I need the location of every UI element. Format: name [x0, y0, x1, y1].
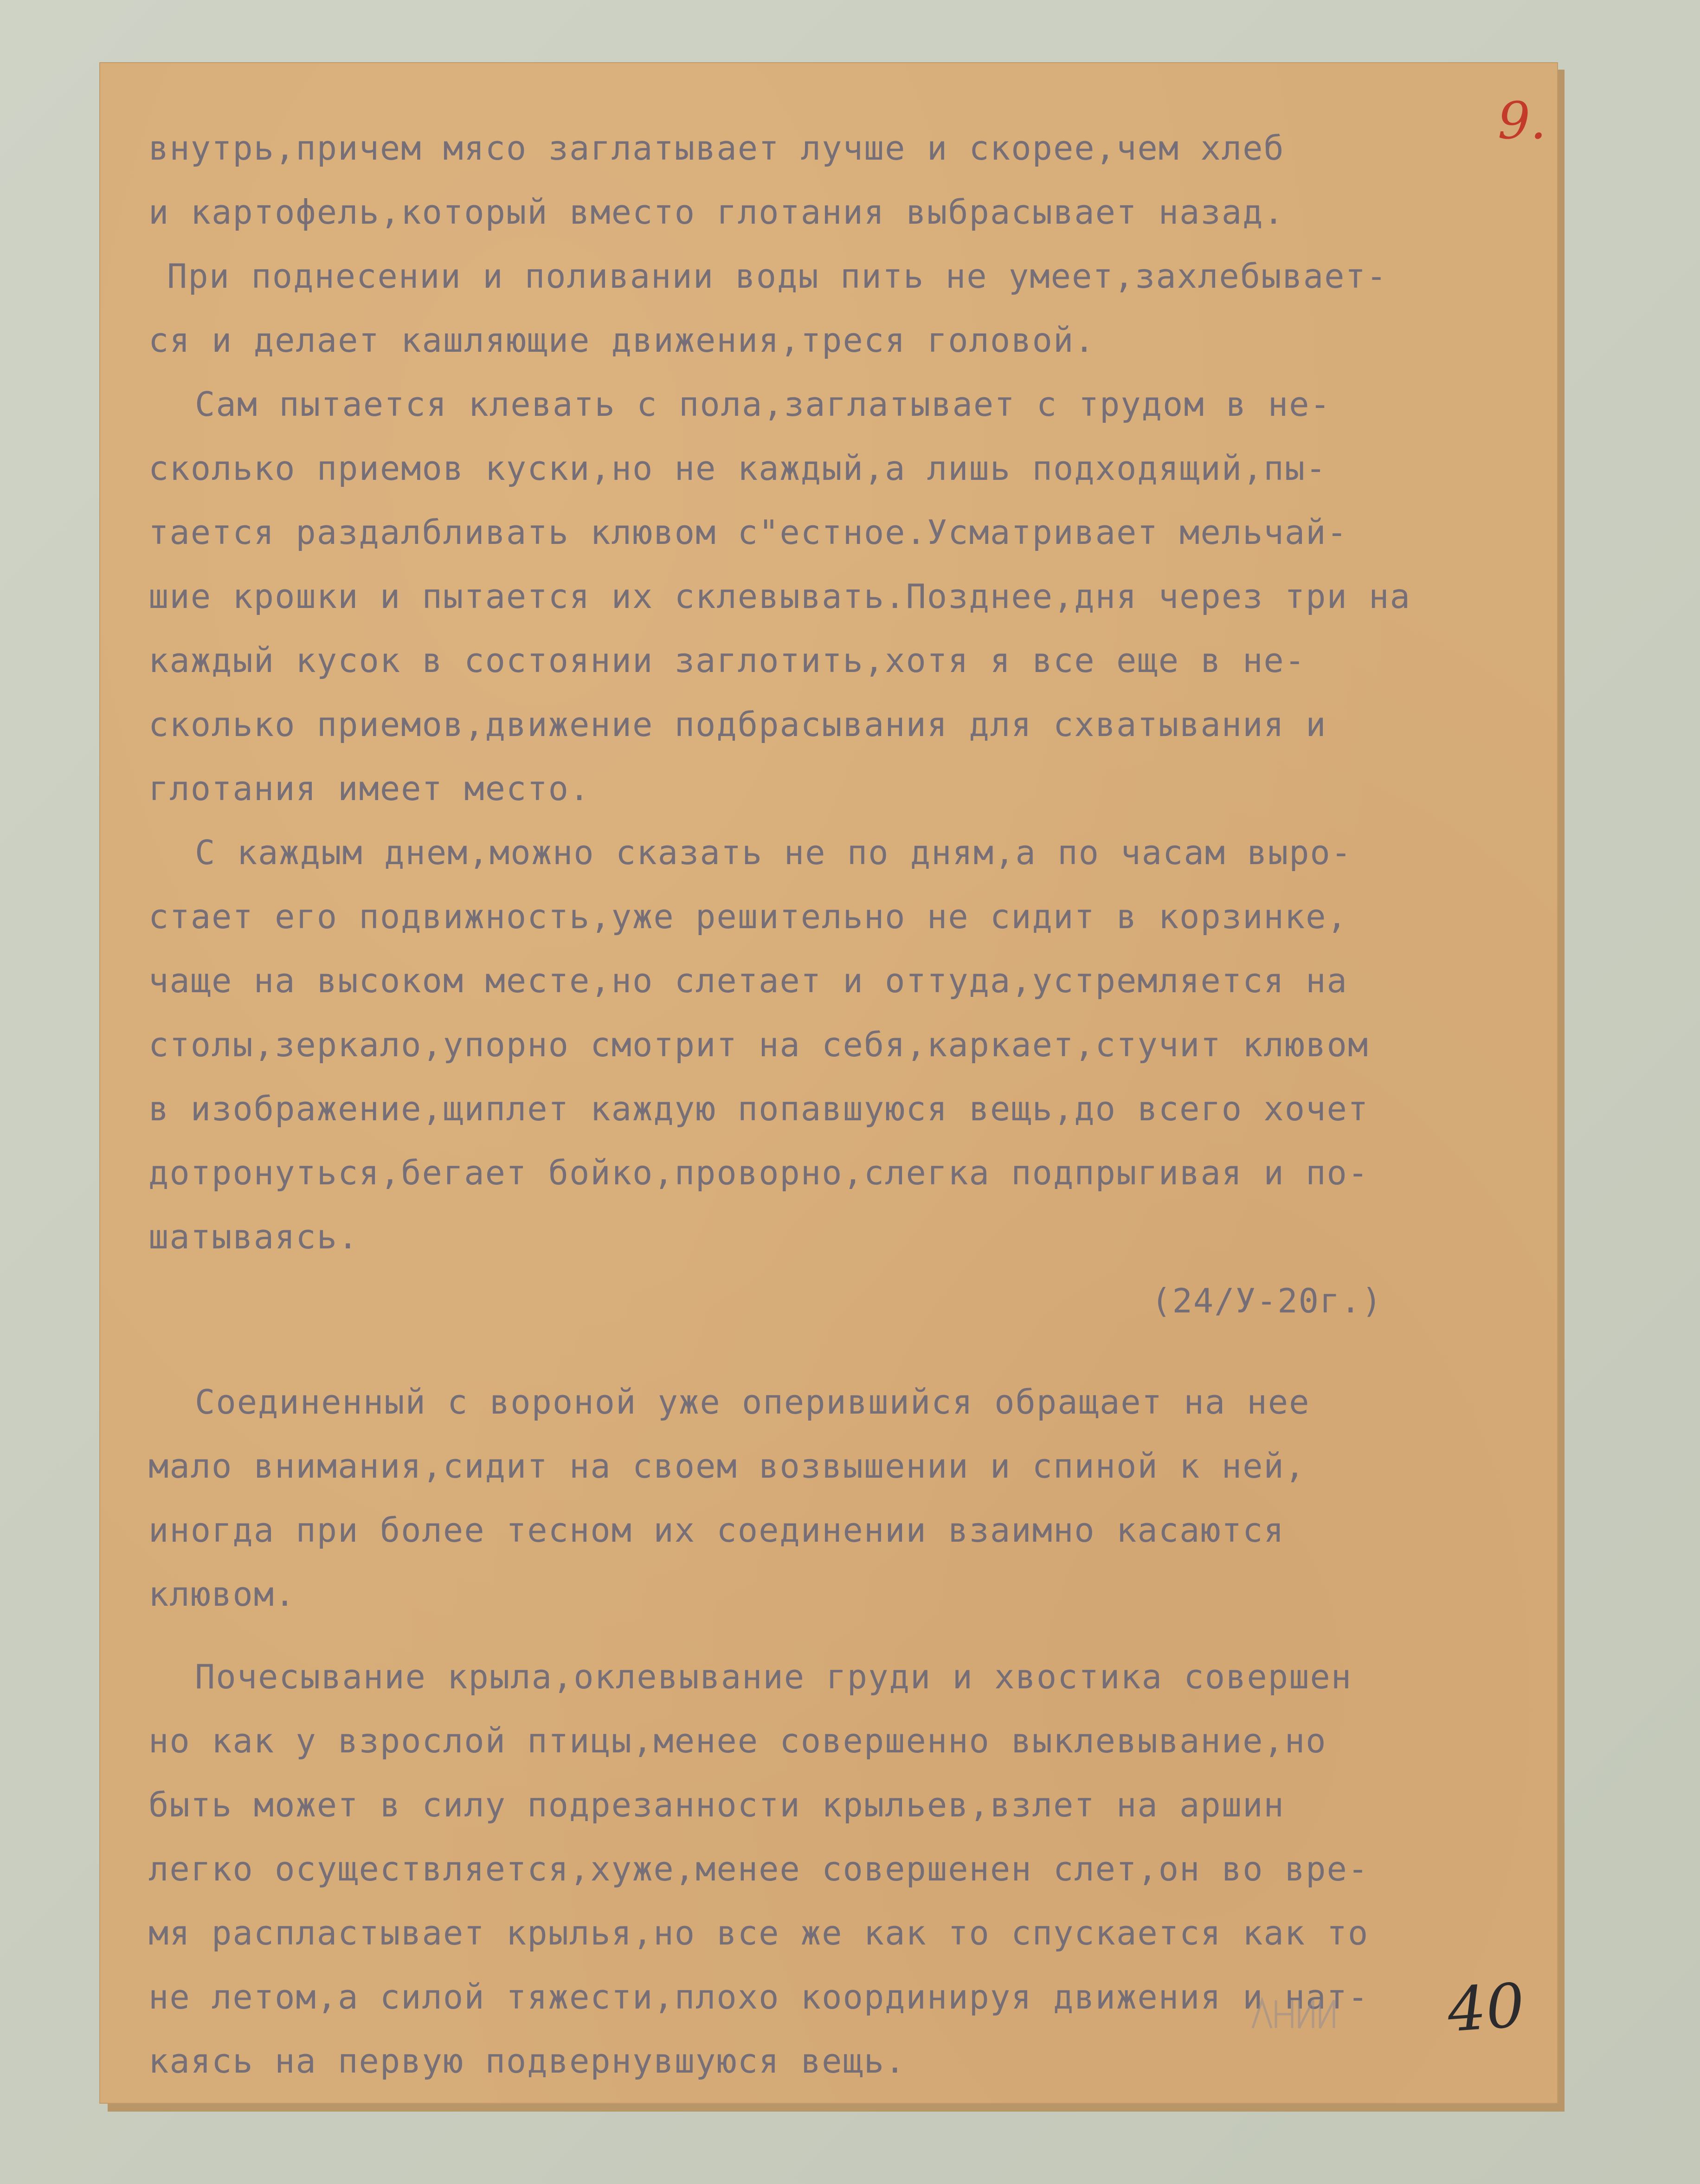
text-line: шие крошки и пытается их склевывать.Позднее,дня через три на: [148, 577, 1411, 616]
text-line: дотронуться,бегает бойко,проворно,слегка подпрыгивая и по-: [148, 1153, 1369, 1192]
text-line: С каждым днем,можно сказать не по дням,а по часам выро-: [195, 833, 1352, 872]
text-line: стает его подвижность,уже решительно не сидит в корзинке,: [148, 897, 1348, 936]
text-line: сколько приемов куски,но не каждый,а лишь подходящий,пы-: [148, 449, 1327, 488]
text-line: легко осуществляется,хуже,менее совершенен слет,он во вре-: [148, 1849, 1369, 1888]
text-line: При поднесении и поливании воды пить не умеет,захлебывает-: [167, 257, 1388, 296]
text-line: быть может в силу подрезанности крыльев,взлет на аршин: [148, 1785, 1285, 1824]
text-line: Почесывание крыла,оклевывание груди и хвостика совершен: [195, 1657, 1352, 1696]
folio-number: 40: [1445, 1970, 1527, 2046]
text-line: иногда при более тесном их соединении взаимно касаются: [148, 1511, 1285, 1550]
text-line: но как у взрослой птицы,менее совершенно выклевывание,но: [148, 1721, 1327, 1760]
text-line: не летом,а силой тяжести,плохо координируя движения и нат-: [148, 1977, 1369, 2016]
text-line: и картофель,который вместо глотания выбрасывает назад.: [148, 193, 1285, 232]
text-line: мало внимания,сидит на своем возвышении и спиной к ней,: [148, 1447, 1306, 1486]
page-mark: 9.: [1498, 91, 1546, 150]
paragraph-gap: [148, 1626, 1448, 1645]
text-line: сколько приемов,движение подбрасывания для схватывания и: [148, 705, 1327, 744]
text-line: внутрь,причем мясо заглатывает лучше и скорее,чем хлеб: [148, 129, 1285, 168]
paragraph-gap: [148, 1333, 1448, 1370]
text-line: в изображение,щиплет каждую попавшуюся вещь,до всего хочет: [148, 1089, 1369, 1128]
text-line: ся и делает кашляющие движения,треся головой.: [148, 321, 1095, 360]
text-line: Сам пытается клевать с пола,заглатывает с трудом в не-: [195, 385, 1331, 424]
text-line: каясь на первую подвернувшуюся вещь.: [148, 2042, 906, 2081]
text-line: столы,зеркало,упорно смотрит на себя,каркает,стучит клювом: [148, 1025, 1369, 1064]
text-line: мя распластывает крылья,но все же как то спускается как то: [148, 1913, 1369, 1952]
text-line: шатываясь.: [148, 1217, 359, 1256]
typed-text-body: [148, 116, 1448, 2093]
text-line: чаще на высоком месте,но слетает и оттуда,устремляется на: [148, 961, 1348, 1000]
date-entry: (24/У-20г.): [1151, 1281, 1383, 1320]
text-line: Соединенный с вороной уже оперившийся обращает на нее: [195, 1383, 1310, 1422]
text-line: тается раздалбливать клювом с"естное.Усматривает мельчай-: [148, 513, 1348, 552]
text-line: каждый кусок в состоянии заглотить,хотя я все еще в не-: [148, 641, 1306, 680]
text-line: глотания имеет место.: [148, 769, 591, 808]
text-line: клювом.: [148, 1575, 296, 1614]
faint-stamp-mark: [1248, 1991, 1341, 2042]
